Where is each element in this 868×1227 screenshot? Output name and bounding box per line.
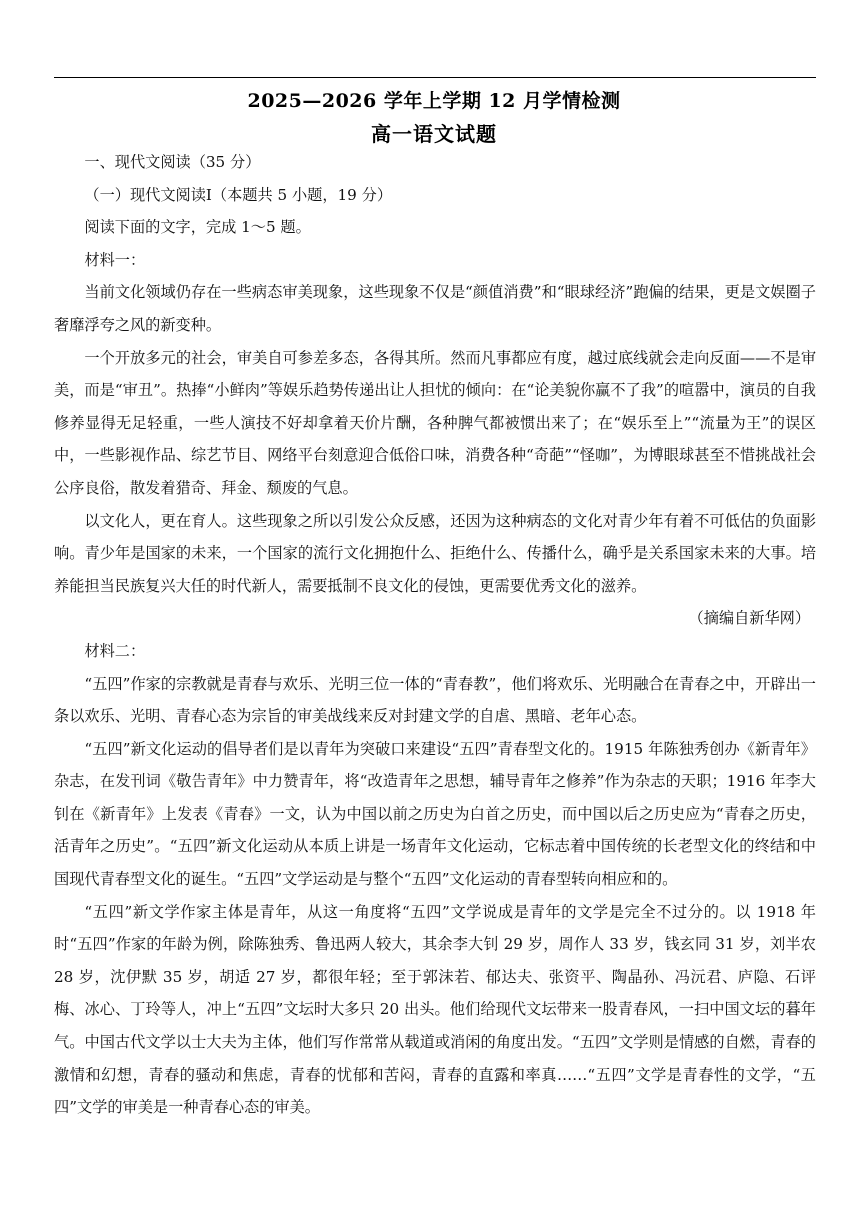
section-heading: 一、现代文阅读（35 分） (84, 153, 261, 171)
material-2-paragraph: “五四”作家的宗教就是青春与欢乐、光明三位一体的“青春教”，他们将欢乐、光明融合在青春之中，开辟出一条以欢乐、光明、青春心态为宗旨的审美战线来反对封建文学的自虐、黑暗、老年心态。 (54, 674, 816, 726)
instruction-text: 阅读下面的文字，完成 1～5 题。 (84, 218, 311, 237)
section-subheading: （一）现代文阅读Ⅰ（本题共 5 小题，19 分） (84, 185, 393, 204)
exam-title: 2025—2026 学年上学期 12 月学情检测 (247, 90, 621, 112)
exam-content (54, 146, 816, 1124)
exam-subtitle: 高一语文试题 (371, 122, 497, 146)
material-1-label: 材料一： (84, 250, 146, 269)
header-rule (54, 77, 816, 78)
material-1-paragraph: 一个开放多元的社会，审美自可参差多态，各得其所。然而凡事都应有度，越过底线就会走向反面——不是审美，而是“审丑”。热捧“小鲜肉”等娱乐趋势传递出让人担忧的倾向：在“论美貌你赢不了我”的喧嚣中，演员的自我修养显得无足轻重，一些人演技不好却拿着天价片酬，各种脾气都被惯出来了；在“娱乐至上”“流量为王”的误区中，一些影视作品、综艺节目、网络平台刻意迎合低俗口味，消费各种“奇葩”“怪咖”，为博眼球甚至不惜挑战社会公序良俗，散发着猎奇、拜金、颓废的气息。 (54, 348, 816, 497)
material-2-label: 材料二： (84, 641, 146, 660)
material-2-paragraph: “五四”新文学作家主体是青年，从这一角度将“五四”文学说成是青年的文学是完全不过分的。以 1918 年时“五四”作家的年龄为例，除陈独秀、鲁迅两人较大，其余李大钊 29 岁，周作人 33 岁，钱玄同 31 岁，刘半农 28 岁，沈伊默 35 岁，胡适 27 岁，都很年轻；至于郭沫若、郁达夫、张资平、陶晶孙、冯沅君、庐隐、石评梅、冰心、丁玲等人，冲上“五四”文坛时大多只 20 出头。他们给现代文坛带来一股青春风，一扫中国文坛的暮年气。中国古代文学以士大夫为主体，他们写作常常从载道或消闲的角度出发。“五四”文学则是情感的自燃，青春的激情和幻想，青春的骚动和焦虑，青春的忧郁和苦闷，青春的直露和率真……“五四”文学是青春性的文学，“五四”文学的审美是一种青春心态的审美。 (54, 902, 816, 1117)
material-1-paragraph: 以文化人，更在育人。这些现象之所以引发公众反感，还因为这种病态的文化对青少年有着不可低估的负面影响。青少年是国家的未来，一个国家的流行文化拥抱什么、拒绝什么、传播什么，确乎是关系国家未来的大事。培养能担当民族复兴大任的时代新人，需要抵制不良文化的侵蚀，更需要优秀文化的滋养。 (54, 511, 816, 595)
material-1-source: （摘编自新华网） (688, 609, 810, 628)
material-2-paragraph: “五四”新文化运动的倡导者们是以青年为突破口来建设“五四”青春型文化的。1915 年陈独秀创办《新青年》杂志，在发刊词《敬告青年》中力赞青年，将“改造青年之思想，辅导青年之修养”作为杂志的天职；1916 年李大钊在《新青年》上发表《青春》一文，认为中国以前之历史为白首之历史，而中国以后之历史应为“青春之历史，活青年之历史”。“五四”新文化运动从本质上讲是一场青年文化运动，它标志着中国传统的长老型文化的终结和中国现代青春型文化的诞生。“五四”文学运动是与整个“五四”文化运动的青春型转向相应和的。 (54, 739, 816, 889)
material-1-paragraph: 当前文化领域仍存在一些病态审美现象，这些现象不仅是“颜值消费”和“眼球经济”跑偏的结果，更是文娱圈子奢靡浮夸之风的新变种。 (54, 283, 816, 334)
